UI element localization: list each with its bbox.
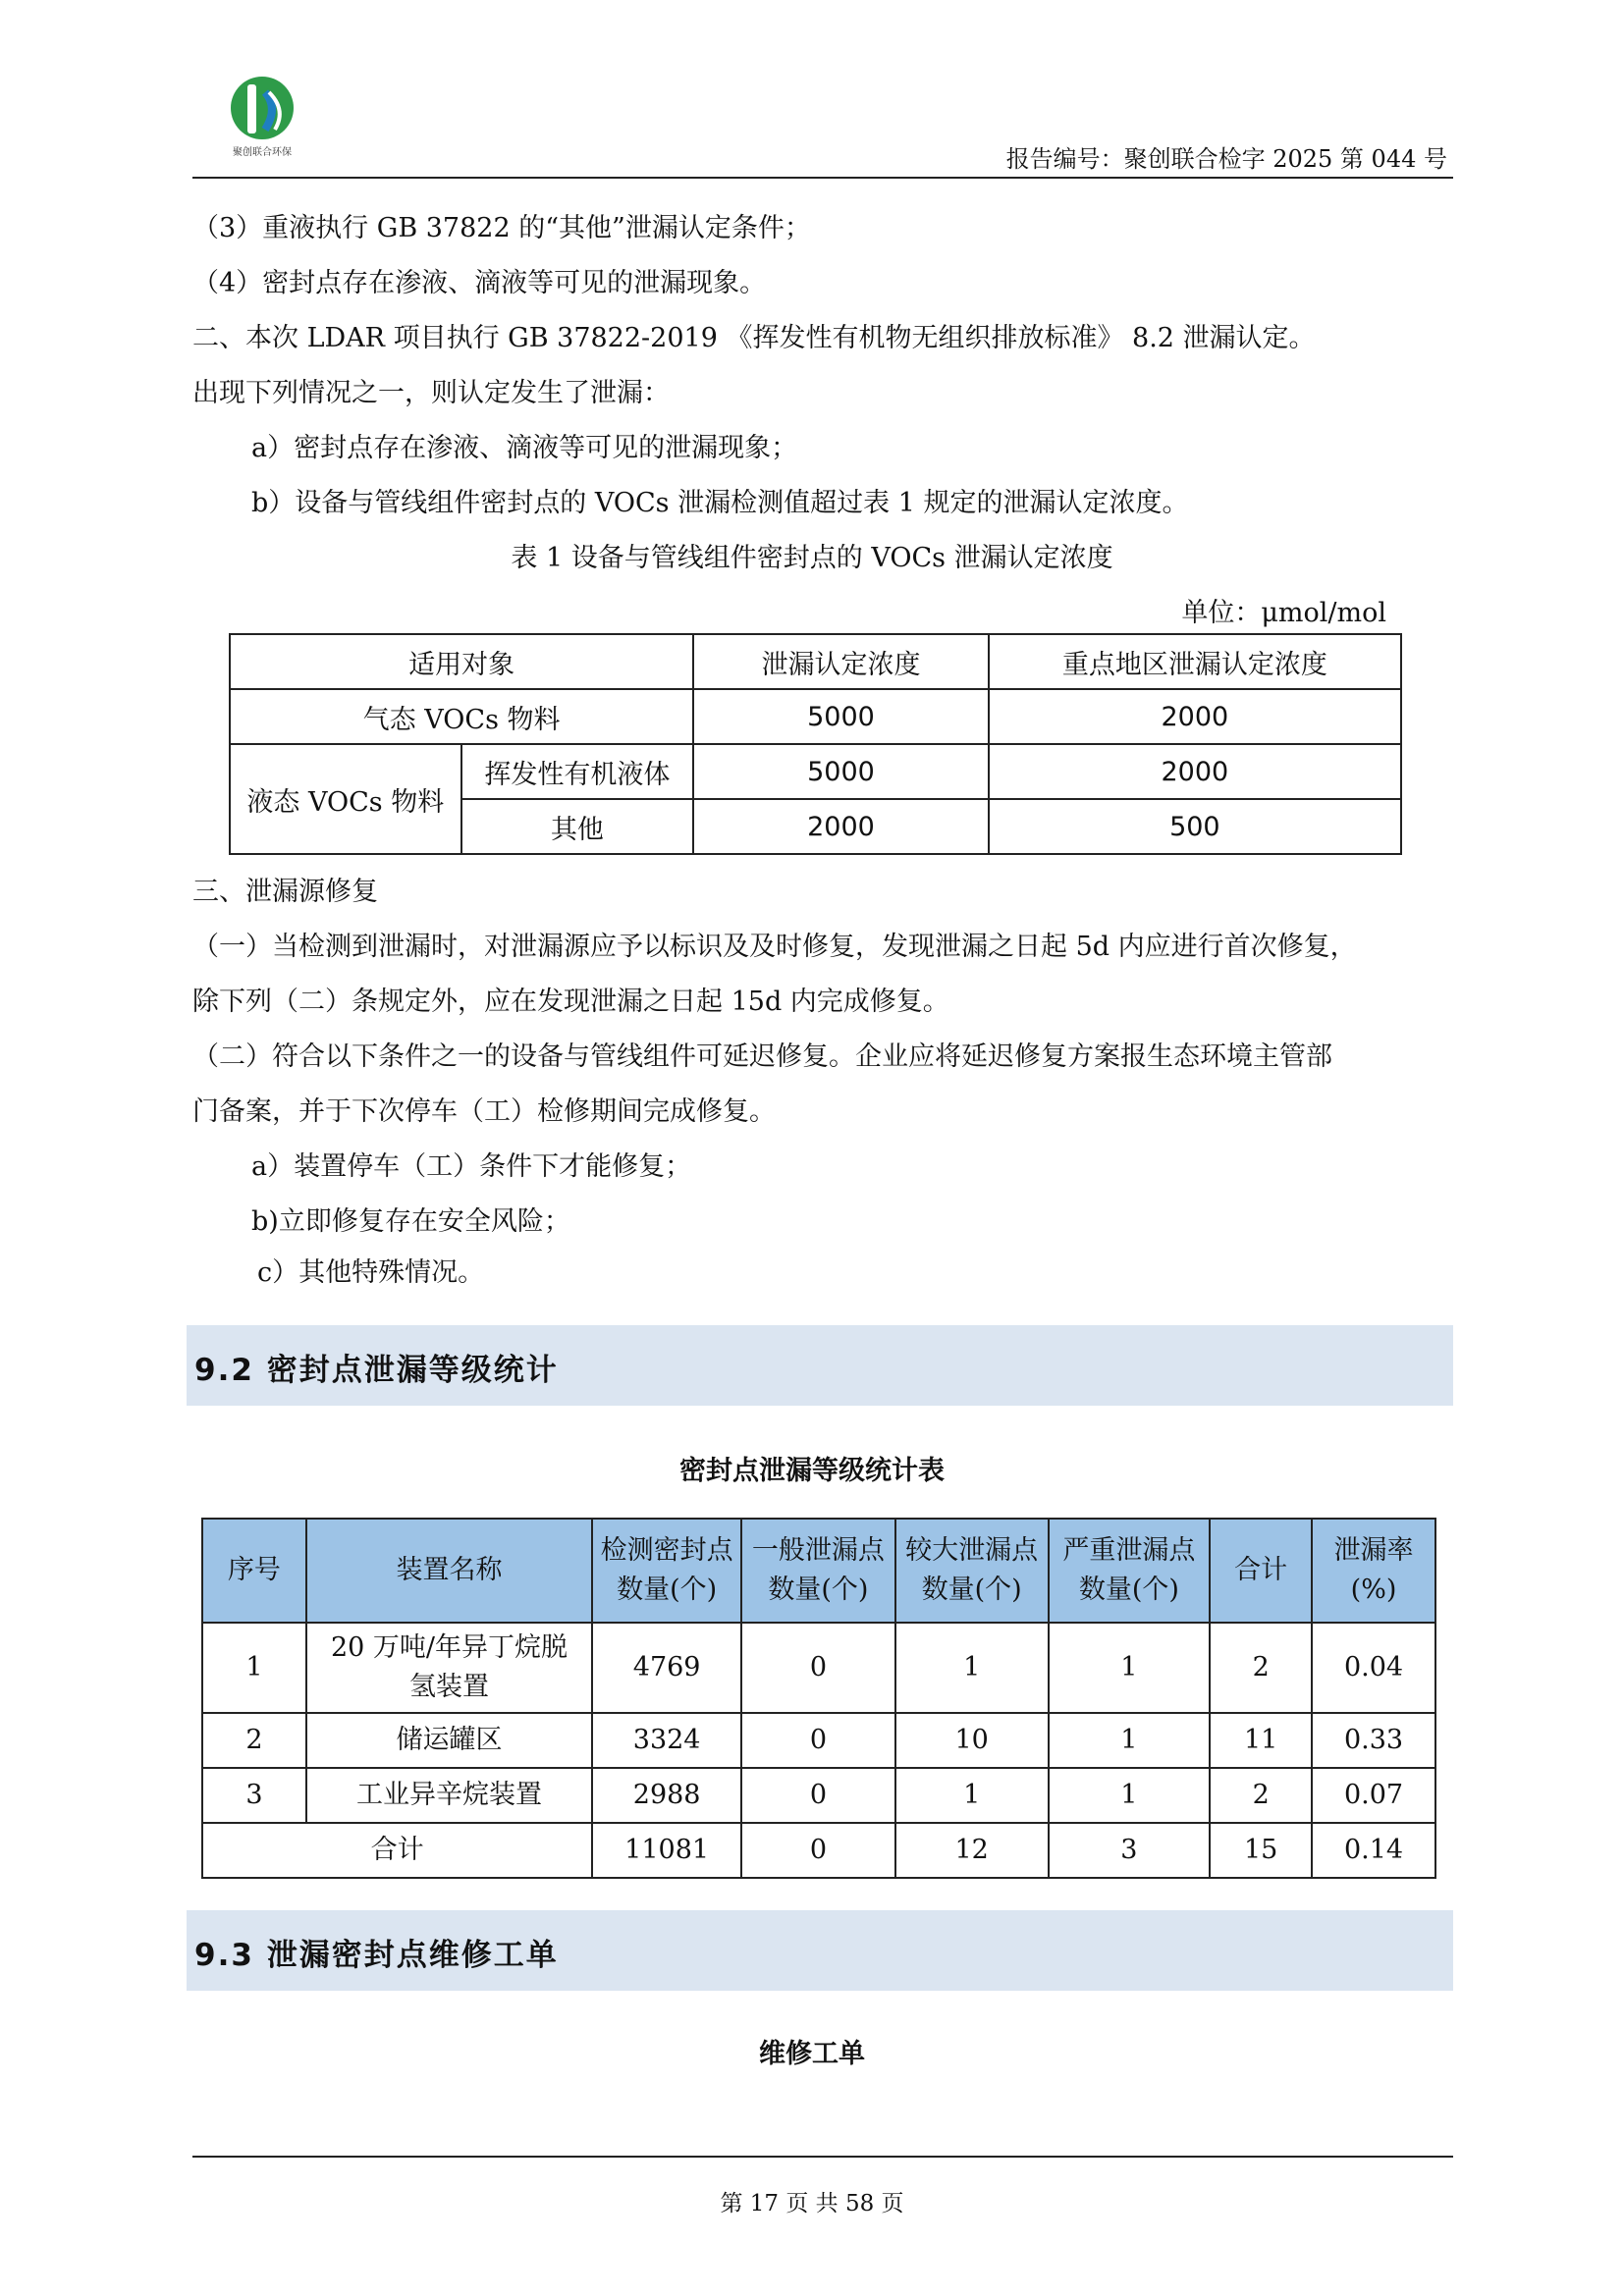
header-rule bbox=[192, 177, 1453, 179]
table-cell: 0.14 bbox=[1312, 1823, 1435, 1878]
repair-heading: 三、泄漏源修复 bbox=[192, 877, 378, 907]
paragraph-leak-conditions: 出现下列情况之一，则认定发生了泄漏： bbox=[192, 378, 670, 408]
delay-condition-c: c）其他特殊情况。 bbox=[257, 1257, 485, 1288]
table-cell: 1 bbox=[895, 1768, 1049, 1823]
paragraph-ldar-standard: 二、本次 LDAR 项目执行 GB 37822-2019 《挥发性有机物无组织排放标准》 8.2 泄漏认定。 bbox=[192, 323, 1316, 353]
table-cell: 1 bbox=[1049, 1623, 1211, 1713]
footer-rule bbox=[192, 2156, 1453, 2158]
table-cell: 2 bbox=[1210, 1623, 1312, 1713]
table-header-cell: 泄漏率 (%) bbox=[1312, 1519, 1435, 1623]
table-cell: 1 bbox=[1049, 1768, 1211, 1823]
repair-para-1-cont: 除下列（二）条规定外，应在发现泄漏之日起 15d 内完成修复。 bbox=[192, 987, 949, 1017]
table-cell: 0.33 bbox=[1312, 1713, 1435, 1768]
delay-condition-b: b)立即修复存在安全风险； bbox=[251, 1206, 570, 1237]
table-row bbox=[202, 1713, 1435, 1768]
table-row bbox=[202, 1768, 1435, 1823]
table-cell: 0 bbox=[741, 1623, 895, 1713]
table-cell: 其他 bbox=[461, 799, 694, 854]
table-cell: 合计 bbox=[202, 1823, 592, 1878]
table-header-cell: 装置名称 bbox=[306, 1519, 592, 1623]
repair-para-2: （二）符合以下条件之一的设备与管线组件可延迟修复。企业应将延迟修复方案报生态环境主管部 bbox=[192, 1041, 1332, 1072]
table-header-row bbox=[202, 1519, 1435, 1623]
table-header-cell: 较大泄漏点 数量(个) bbox=[895, 1519, 1049, 1623]
table-cell: 气态 VOCs 物料 bbox=[230, 689, 693, 744]
repair-para-1: （一）当检测到泄漏时，对泄漏源应予以标识及及时修复，发现泄漏之日起 5d 内应进行首次修复， bbox=[192, 932, 1357, 962]
table-cell: 5000 bbox=[693, 689, 989, 744]
table-cell: 2000 bbox=[989, 744, 1401, 799]
table-cell: 1 bbox=[895, 1623, 1049, 1713]
table-cell: 3 bbox=[1049, 1823, 1211, 1878]
table-row bbox=[230, 744, 1401, 799]
company-logo bbox=[218, 71, 306, 169]
leak-level-table bbox=[201, 1518, 1436, 1879]
table-cell: 3324 bbox=[592, 1713, 741, 1768]
repair-para-2-cont: 门备案，并于下次停车（工）检修期间完成修复。 bbox=[192, 1096, 776, 1127]
section-9-3-header bbox=[187, 1910, 1453, 1991]
table-cell: 液态 VOCs 物料 bbox=[230, 744, 461, 854]
table-cell: 储运罐区 bbox=[306, 1713, 592, 1768]
table1-caption: 表 1 设备与管线组件密封点的 VOCs 泄漏认定浓度 bbox=[511, 543, 1113, 573]
page-number: 第 17 页 共 58 页 bbox=[720, 2191, 904, 2216]
table-header-cell: 严重泄漏点 数量(个) bbox=[1049, 1519, 1211, 1623]
table-header-cell: 泄漏认定浓度 bbox=[693, 634, 989, 689]
table-cell: 2 bbox=[1210, 1768, 1312, 1823]
table-header-cell: 适用对象 bbox=[230, 634, 693, 689]
table-cell: 2 bbox=[202, 1713, 306, 1768]
leak-threshold-table bbox=[229, 633, 1402, 855]
table-cell: 0 bbox=[741, 1713, 895, 1768]
table-cell: 1 bbox=[1049, 1713, 1211, 1768]
table-row bbox=[202, 1623, 1435, 1713]
table1-unit: 单位：μmol/mol bbox=[1181, 598, 1386, 628]
section-9-2-header bbox=[187, 1325, 1453, 1406]
condition-b: b）设备与管线组件密封点的 VOCs 泄漏检测值超过表 1 规定的泄漏认定浓度。 bbox=[251, 488, 1189, 518]
leak-level-table-title: 密封点泄漏等级统计表 bbox=[679, 1456, 945, 1486]
table-cell: 0 bbox=[741, 1823, 895, 1878]
table-cell: 1 bbox=[202, 1623, 306, 1713]
table-cell: 3 bbox=[202, 1768, 306, 1823]
table-cell: 0.04 bbox=[1312, 1623, 1435, 1713]
work-order-title: 维修工单 bbox=[759, 2039, 865, 2069]
table-cell: 0.07 bbox=[1312, 1768, 1435, 1823]
table-header-cell: 重点地区泄漏认定浓度 bbox=[989, 634, 1401, 689]
table-cell: 工业异辛烷装置 bbox=[306, 1768, 592, 1823]
paragraph-heavy-liquid: （3）重液执行 GB 37822 的“其他”泄漏认定条件； bbox=[192, 213, 811, 243]
condition-a: a）密封点存在渗液、滴液等可见的泄漏现象； bbox=[251, 433, 798, 463]
table-header-cell: 合计 bbox=[1210, 1519, 1312, 1623]
table-cell: 2000 bbox=[693, 799, 989, 854]
table-cell: 11081 bbox=[592, 1823, 741, 1878]
table-header-cell: 一般泄漏点 数量(个) bbox=[741, 1519, 895, 1623]
table-cell: 500 bbox=[989, 799, 1401, 854]
paragraph-visible-leak: （4）密封点存在渗液、滴液等可见的泄漏现象。 bbox=[192, 268, 767, 298]
table-cell: 5000 bbox=[693, 744, 989, 799]
table-cell: 12 bbox=[895, 1823, 1049, 1878]
table-header-cell: 检测密封点 数量(个) bbox=[592, 1519, 741, 1623]
section-title: 9.2 密封点泄漏等级统计 bbox=[194, 1353, 559, 1388]
table-cell: 0 bbox=[741, 1768, 895, 1823]
table-cell: 挥发性有机液体 bbox=[461, 744, 694, 799]
svg-text:聚创联合环保: 聚创联合环保 bbox=[233, 147, 292, 158]
delay-condition-a: a）装置停车（工）条件下才能修复； bbox=[251, 1151, 692, 1182]
table-row bbox=[230, 689, 1401, 744]
table-total-row bbox=[202, 1823, 1435, 1878]
table-cell: 15 bbox=[1210, 1823, 1312, 1878]
table-cell: 4769 bbox=[592, 1623, 741, 1713]
report-number: 报告编号：聚创联合检字 2025 第 044 号 bbox=[1005, 145, 1447, 173]
table-cell: 2000 bbox=[989, 689, 1401, 744]
section-title: 9.3 泄漏密封点维修工单 bbox=[194, 1938, 559, 1973]
table-row bbox=[230, 634, 1401, 689]
table-cell: 2988 bbox=[592, 1768, 741, 1823]
table-header-cell: 序号 bbox=[202, 1519, 306, 1623]
table-cell: 10 bbox=[895, 1713, 1049, 1768]
table-cell: 11 bbox=[1210, 1713, 1312, 1768]
table-cell: 20 万吨/年异丁烷脱 氢装置 bbox=[306, 1623, 592, 1713]
